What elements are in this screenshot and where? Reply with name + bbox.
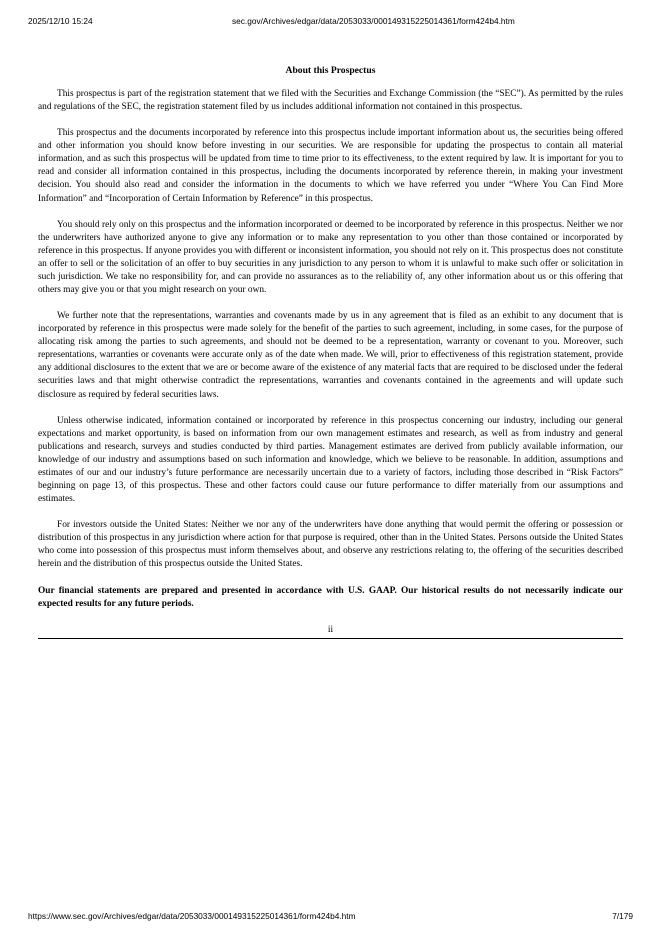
paragraph-reliance: You should rely only on this prospectus and the information incorporated or deemed to be incorporated by reference in this prospectus. Neither we nor the underwriters have authorized anyone to give any information or to make any representation to you other than those contained or incorporated by reference in this prospectus. If anyone provides you with different or inconsistent information, you should not rely on it. This prospectus does not constitute an offer to sell or the solicitation of an offer to buy securities in any jurisdiction to any person to whom it is unlawful to make such offer or solicitation in such jurisdiction. We take no responsibility for, and can provide no assurances as to the reliability of, any other information about us or this offering that others may give you or that you might research on your own.: [38, 219, 623, 296]
print-datetime: 2025/12/10 15:24: [28, 16, 93, 26]
print-footer-url: https://www.sec.gov/Archives/edgar/data/2053033/000149315225014361/form424b4.htm: [28, 911, 356, 921]
paragraph-industry-data: Unless otherwise indicated, information contained or incorporated by reference in this prospectus concerning our industry, including our general expectations and market opportunity, is based on information from our own management estimates and research, as well as from industry and general publications and research, surveys and studies conducted by third parties. Management estimates are derived from publicly available information, our knowledge of our industry and assumptions based on such information and knowledge, which we believe to be reasonable. In addition, assumptions and estimates of our and our industry’s future performance are necessarily uncertain due to a variety of factors, including those described in “Risk Factors” beginning on page 13, of this prospectus. These and other factors could cause our future performance to differ materially from our assumptions and estimates.: [38, 415, 623, 505]
paragraph-representations: We further note that the representations, warranties and covenants made by us in any agreement that is filed as an exhibit to any document that is incorporated by reference in this prospectus were made solely for the benefit of the parties to such agreement, including, in some cases, for the purpose of allocating risk among the parties to such agreements, and should not be deemed to be a representation, warranty or covenant to you. Moreover, such representations, warranties or covenants were accurate only as of the date when made. We will, prior to effectiveness of this registration statement, provide any additional disclosures to the extent that we are or become aware of the existence of any material facts that are required to be disclosed under the federal securities laws and that might otherwise contradict the representations, warranties and covenants contained in the agreements and will update such disclosure as required by federal securities laws.: [38, 311, 623, 400]
paragraph-registration: This prospectus is part of the registration statement that we filed with the Securities and Exchange Commission (the “SEC”). As permitted by the rules and regulations of the SEC, the registration statement filed by us includes additional information not contained in this prospectus.: [38, 89, 623, 113]
print-page-counter: 7/179: [612, 911, 633, 921]
document-page: [38, 64, 623, 639]
page-divider: [38, 638, 623, 639]
paragraph-incorporated-documents: This prospectus and the documents incorporated by reference into this prospectus include important information about us, the securities being offered and other information you should know before investing in our securities. We are responsible for updating the prospectus to contain all material information, and as such this prospectus will be updated from time to time prior to its effectiveness, to the extent required by law. It is important for you to read and consider all information contained in this prospectus, including the documents incorporated by reference therein, in making your investment decision. You should also read and consider the information in the documents to which we have referred you under “Where You Can Find More Information” and “Incorporation of Certain Information by Reference” in this prospectus.: [38, 128, 623, 204]
page-number: ii: [327, 624, 334, 635]
gaap-statement: Our financial statements are prepared and presented in accordance with U.S. GAAP. Our historical results do not necessarily indicate our expected results for any future periods.: [38, 585, 623, 609]
paragraph-foreign-investors: For investors outside the United States: Neither we nor any of the underwriters have done anything that would permit the offering or possession or distribution of this prospectus in any jurisdiction where action for that purpose is required, other than in the United States. Persons outside the United States who come into possession of this prospectus must inform themselves about, and observe any restrictions relating to, the offering of the securities described herein and the distribution of this prospectus outside the United States.: [38, 520, 623, 570]
page-title: About this Prospectus: [285, 65, 376, 76]
print-header-url: sec.gov/Archives/edgar/data/2053033/000149315225014361/form424b4.htm: [232, 16, 515, 26]
